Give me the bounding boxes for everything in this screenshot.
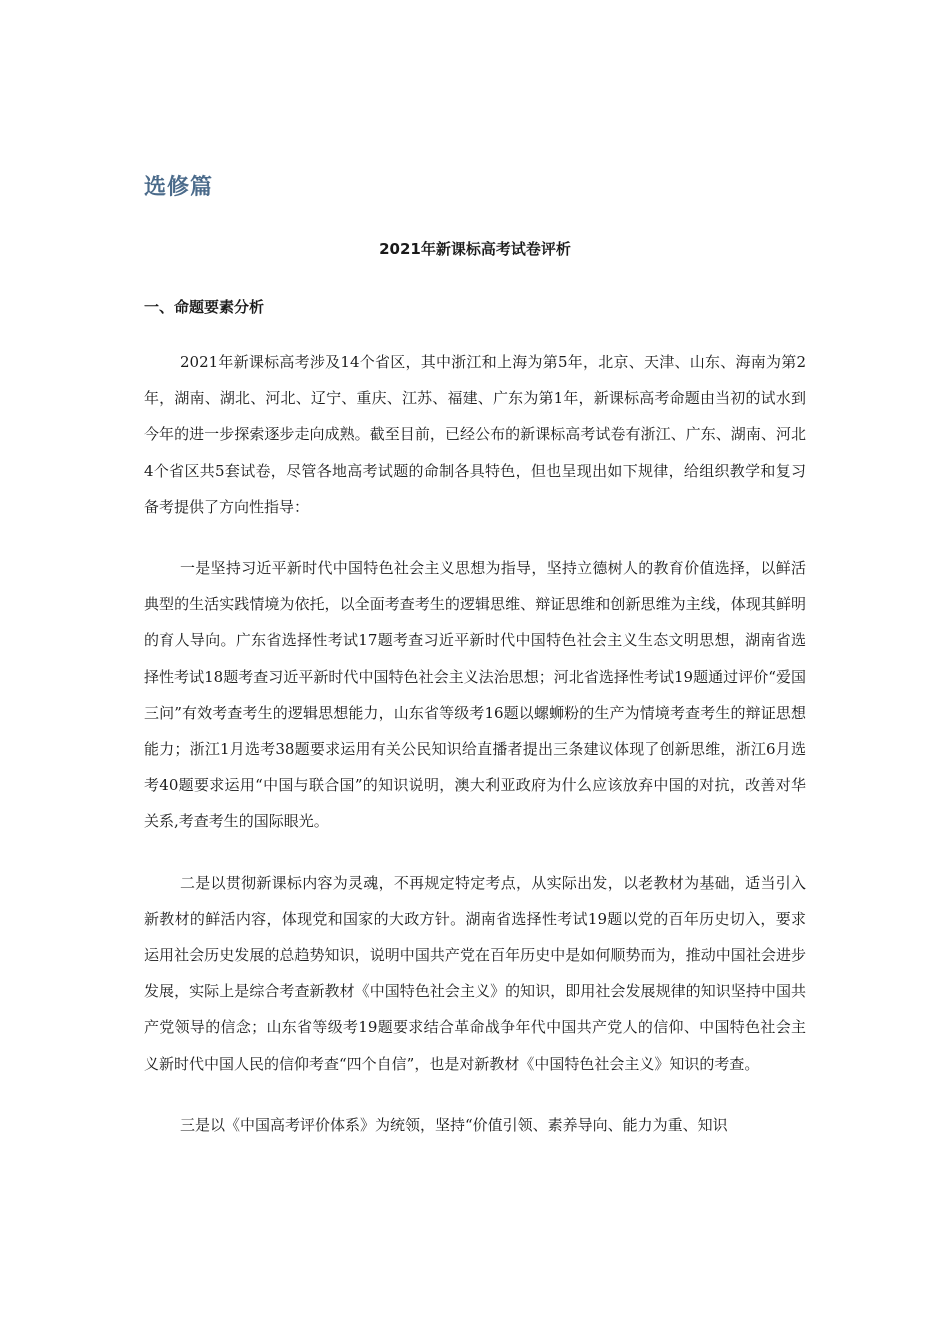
paragraph-intro: 2021年新课标高考涉及14个省区，其中浙江和上海为第5年，北京、天津、山东、海南为第2年，湖南、湖北、河北、辽宁、重庆、江苏、福建、广东为第1年，新课标高考命题由当初的试水到今年的进一步探索逐步走向成熟。截至目前，已经公布的新课标高考试卷有浙江、广东、湖南、河北4个省区共5套试卷，尽管各地高考试题的命制各具特色，但也呈现出如下规律，给组织教学和复习备考提供了方向性指导： bbox=[144, 353, 806, 516]
document-title: 2021年新课标高考试卷评析 bbox=[379, 240, 571, 258]
body-text bbox=[144, 344, 806, 1168]
paragraph-point-one: 一是坚持习近平新时代中国特色社会主义思想为指导，坚持立德树人的教育价值选择，以鲜活典型的生活实践情境为依托，以全面考查考生的逻辑思维、辩证思维和创新思维为主线，体现其鲜明的育人导向。广东省选择性考试17题考查习近平新时代中国特色社会主义生态文明思想，湖南省选择性考试18题考查习近平新时代中国特色社会主义法治思想；河北省选择性考试19题通过评价“爱国三问”有效考查考生的逻辑思想能力，山东省等级考16题以螺蛳粉的生产为情境考查考生的辩证思想能力；浙江1月选考38题要求运用有关公民知识给直播者提出三条建议体现了创新思维，浙江6月选考40题要求运用“中国与联合国”的知识说明，澳大利亚政府为什么应该放弃中国的对抗，改善对华关系,考查考生的国际眼光。 bbox=[144, 559, 806, 831]
section-heading: 选修篇 bbox=[144, 175, 214, 200]
paragraph-point-three: 三是以《中国高考评价体系》为统领，坚持“价值引领、素养导向、能力为重、知识 bbox=[180, 1115, 728, 1134]
paragraph-point-two: 二是以贯彻新课标内容为灵魂，不再规定特定考点，从实际出发，以老教材为基础，适当引入新教材的鲜活内容，体现党和国家的大政方针。湖南省选择性考试19题以党的百年历史切入，要求运用社会历史发展的总趋势知识，说明中国共产党在百年历史中是如何顺势而为，推动中国社会进步发展，实际上是综合考查新教材《中国特色社会主义》的知识，即用社会发展规律的知识坚持中国共产党领导的信念；山东省等级考19题要求结合革命战争年代中国共产党人的信仰、中国特色社会主义新时代中国人民的信仰考查“四个自信”，也是对新教材《中国特色社会主义》知识的考查。 bbox=[144, 873, 806, 1073]
sub-heading: 一、命题要素分析 bbox=[144, 298, 265, 316]
